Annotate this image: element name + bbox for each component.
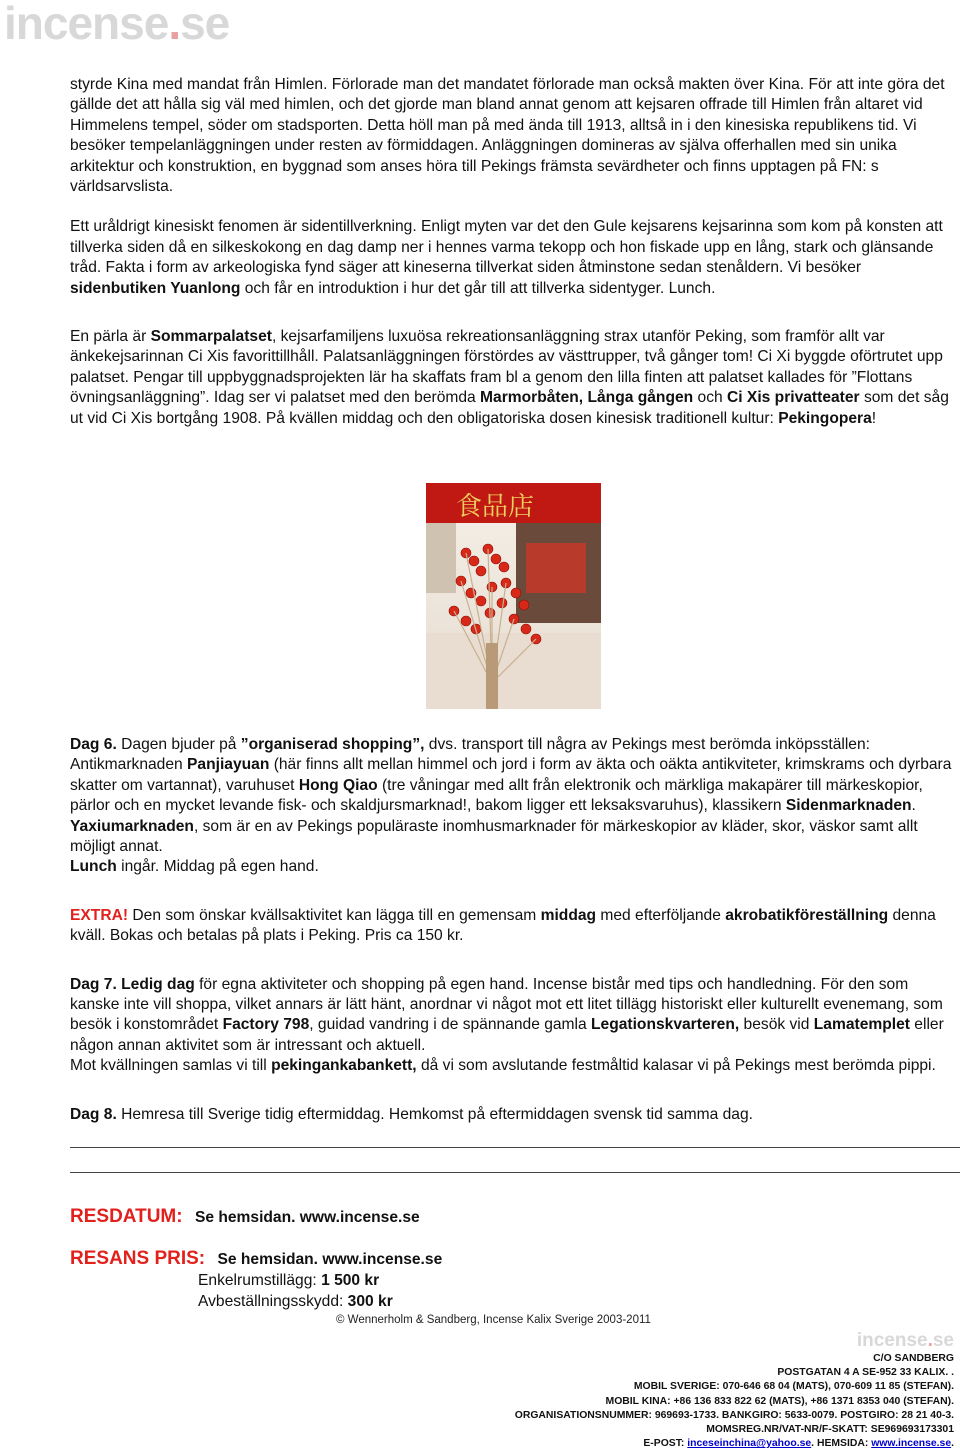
website-link[interactable]: www.incense.se <box>871 1438 952 1450</box>
paragraph-dag8: Dag 8. Hemresa till Sverige tidig eftermiddag. Hemkomst på eftermiddagen svensk tid samma dag. <box>70 1105 753 1123</box>
footer-line-org: ORGANISATIONSNUMMER: 969693-1733. BANKGIRO: 5633-0079. POSTGIRO: 28 21 40-3. <box>514 1409 954 1421</box>
divider-top <box>70 1147 960 1148</box>
email-link[interactable]: inceseinchina@yahoo.se <box>687 1438 812 1450</box>
copyright-text: © Wennerholm & Sandberg, Incense Kalix Sverige 2003-2011 <box>336 1314 651 1326</box>
paragraph-dag7: Dag 7. Ledig dag för egna aktiviteter och shopping på egen hand. Incense bistår med tips och handledning. För den som kanske inte vill shoppa, vilket annars är lätt hänt, anordnar vi något mot ett litet tillägg historiskt eller kulturellt evenemang, som besök i konstområdet Factory 798, guidad vandring i de spännande gamla Legationskvarteren, besök vid Lamatemplet eller någon annan aktivitet som är intressant och aktuell. Mot kvällningen samlas vi till pekingankabankett, då vi som avslutande festmåltid kalasar vi på Pekings mest berömda pippi. <box>70 975 944 1075</box>
itinerary-days <box>70 735 954 1125</box>
footer-line-mobil-sverige: MOBIL SVERIGE: 070-646 68 04 (MATS), 070-609 11 85 (STEFAN). <box>633 1381 954 1393</box>
paragraph-temple: styrde Kina med mandat från Himlen. Förlorade man det mandatet förlorade man också makten över Kina. För att inte göra det gällde det att hålla sig väl med himlen, och det gjorde man bland annat genom att kejsaren offrade till Himlen från altaret vid Himmelens tempel, söder om stadsporten. Detta höll man på med ända till 1913, alltså in i den kinesiska republikens tid. Vi besöker tempelanläggningen under resten av förmiddagen. Anläggningen domineras av själva offerhallen med sin unika arkitektur och konstruktion, en byggnad som anses höra till Pekings främsta sevärdheter och finns upptagen på FN: s världsarvslista. <box>70 76 945 196</box>
main-content <box>70 75 954 429</box>
paragraph-extra: EXTRA! Den som önskar kvällsaktivitet kan lägga till en gemensam middag med efterföljande akrobatikföreställning denna kväll. Bokas och betalas på plats i Peking. Pris ca 150 kr. <box>70 906 936 945</box>
enkelrum-row: Enkelrumstillägg: 1 500 kr <box>198 1272 380 1289</box>
footer-line-co: C/O SANDBERG <box>873 1353 954 1364</box>
divider-bottom <box>70 1172 960 1173</box>
footer-line-moms: MOMSREG.NR/VAT-NR/F-SKATT: SE969693173301 <box>706 1424 954 1436</box>
resans-pris-block: RESANS PRIS: Se hemsidan. www.incense.se Enkelrumstillägg: 1 500 kr Avbeställningsskydd: 300 kr <box>70 1248 870 1312</box>
footer-line-contact: E-POST: inceseinchina@yahoo.se. HEMSIDA: www.incense.se. <box>643 1438 954 1450</box>
resdatum-row: RESDATUM: Se hemsidan. www.incense.se <box>70 1206 420 1227</box>
header-logo: incense.se <box>4 0 230 49</box>
paragraph-summer-palace: En pärla är Sommarpalatset, kejsarfamiljens luxuösa rekreationsanläggning strax utanför Peking, som framför allt var änkekejsarinnan Ci Xis favorittillhåll. Palatsanläggningen förstördes av västtrupper, två gånger tom! Ci Xi byggde oförtrutet upp palatset. Pengar till uppbyggnadsprojekten lär ha skaffats fram bl a genom den lilla finten att palatset kallades för ”Flottans övningsanläggning”. Idag ser vi palatset med den berömda Marmorbåten, Långa gången och Ci Xis privatteater som det såg ut vid Ci Xis bortgång 1908. På kvällen middag och den obligatoriska dosen kinesisk traditionell kultur: Pekingopera! <box>70 328 949 427</box>
paragraph-dag6: Dag 6. Dagen bjuder på ”organiserad shopping”, dvs. transport till några av Pekings mest berömda inköpsställen: Antikmarknaden Panjiayuan (här finns allt mellan himmel och jord i form av äkta och oäkta antikviteter, krimskrams och dyrbara skatter om vartannat), varuhuset Hong Qiao (tre våningar med allt från elektronik och märkliga makapärer till märkeskopior, pärlor och en mycket levande fisk- och skaldjursmarknad!, bakom ligger ett leksaksvaruhus), klassikern Sidenmarknaden. Yaxiumarknaden, som är en av Pekings populäraste inomhusmarknader för märkeskopior av kläder, skor, väskor samt allt möjligt annat. Lunch ingår. Middag på egen hand. <box>70 736 952 876</box>
footer-line-address: POSTGATAN 4 A SE-952 33 KALIX. . <box>777 1367 954 1379</box>
footer-contact <box>515 1330 954 1451</box>
footer-logo: incense.se <box>856 1330 954 1351</box>
candied-fruit-photo <box>426 483 601 709</box>
footer-line-mobil-kina: MOBIL KINA: +86 136 833 822 62 (MATS), +86 1371 8353 040 (STEFAN). <box>605 1395 954 1407</box>
shop-sign-text: 食品店 <box>456 492 535 522</box>
avbestallning-row: Avbeställningsskydd: 300 kr <box>198 1293 393 1310</box>
paragraph-silk: Ett uråldrigt kinesiskt fenomen är sidentillverkning. Enligt myten var det den Gule kejsarens kejsarinna som kom på konsten att tillverka siden då en silkeskokong en dag damp ner i hennes varma tekopp och hon fiskade upp en lång, stark och glänsande tråd. Fakta i form av arkeologiska fynd säger att kineserna tillverkat siden åtminstone sedan stenåldern. Vi besöker sidenbutiken Yuanlong och får en introduktion i hur det går till att tillverka sidentyger. Lunch. <box>70 218 943 297</box>
